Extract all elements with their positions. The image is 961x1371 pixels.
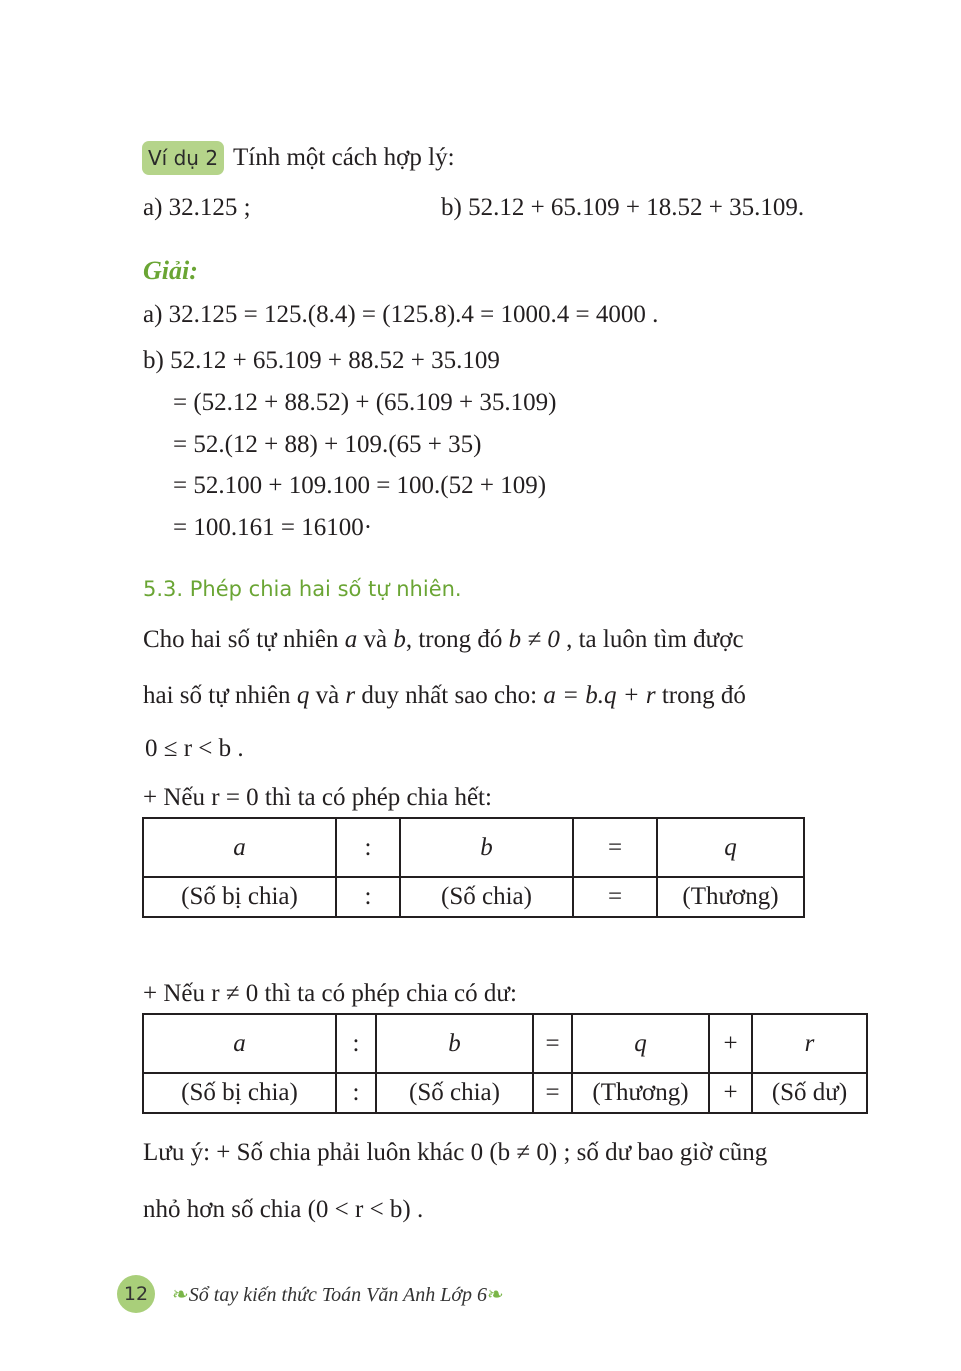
text: và — [357, 626, 394, 653]
condition-b: b ≠ 0 — [508, 626, 560, 653]
cell-remainder-symbol: r — [752, 1014, 867, 1073]
remainder-condition: 0 ≤ r < b . — [145, 735, 244, 762]
solution-line-b5: = 100.161 = 16100· — [173, 514, 373, 541]
example-badge: Ví dụ 2 — [142, 141, 224, 175]
definition-line-1 — [143, 625, 744, 655]
cell-colon: : — [336, 1073, 376, 1113]
text: Cho hai số tự nhiên — [143, 626, 345, 653]
cell-colon: : — [336, 1014, 376, 1073]
cell-colon: : — [336, 818, 400, 877]
exact-division-table — [142, 817, 805, 918]
note-line-1: Lưu ý: + Số chia phải luôn khác 0 (b ≠ 0) ; số dư bao giờ cũng — [143, 1139, 768, 1166]
var-a: a — [344, 626, 358, 653]
text: , trong đó — [405, 626, 509, 653]
cell-divisor-symbol: b — [376, 1014, 533, 1073]
cell-quotient-label: (Thương) — [572, 1073, 709, 1113]
section-title: 5.3. Phép chia hai số tự nhiên. — [143, 577, 462, 601]
case-division-with-remainder: + Nếu r ≠ 0 thì ta có phép chia có dư: — [143, 980, 517, 1007]
division-formula: a = b.q + r — [543, 682, 656, 709]
cell-quotient-label: (Thương) — [657, 877, 804, 917]
text: duy nhất sao cho: — [355, 682, 544, 709]
cell-dividend-label: (Số bị chia) — [143, 877, 336, 917]
solution-line-b3: = 52.(12 + 88) + 109.(65 + 35) — [173, 431, 482, 458]
cell-equals: = — [573, 818, 657, 877]
cell-quotient-symbol: q — [572, 1014, 709, 1073]
running-footer — [172, 1281, 504, 1308]
cell-plus: + — [709, 1073, 752, 1113]
solution-line-b4: = 52.100 + 109.100 = 100.(52 + 109) — [173, 472, 547, 499]
cell-dividend-symbol: a — [143, 818, 336, 877]
note-line-2: nhỏ hơn số chia (0 < r < b) . — [143, 1196, 424, 1223]
cell-equals: = — [533, 1073, 572, 1113]
remainder-division-table — [142, 1013, 868, 1114]
solution-line-a: a) 32.125 = 125.(8.4) = (125.8).4 = 1000.4 = 4000 . — [143, 301, 659, 328]
example-part-a: a) 32.125 ; — [143, 194, 251, 221]
leaf-icon: ❧ — [487, 1282, 504, 1306]
cell-equals: = — [533, 1014, 572, 1073]
case-exact-division: + Nếu r = 0 thì ta có phép chia hết: — [143, 784, 492, 811]
text: hai số tự nhiên — [143, 682, 297, 709]
cell-dividend-label: (Số bị chia) — [143, 1073, 336, 1113]
cell-quotient-symbol: q — [657, 818, 804, 877]
cell-divisor-symbol: b — [400, 818, 573, 877]
example-part-b: b) 52.12 + 65.109 + 18.52 + 35.109. — [441, 194, 805, 221]
solution-line-b1: b) 52.12 + 65.109 + 88.52 + 35.109 — [143, 347, 500, 374]
definition-line-2 — [143, 681, 746, 711]
cell-dividend-symbol: a — [143, 1014, 336, 1073]
var-r: r — [345, 682, 356, 709]
cell-divisor-label: (Số chia) — [376, 1073, 533, 1113]
cell-colon: : — [336, 877, 400, 917]
text: , ta luôn tìm được — [559, 626, 744, 653]
var-q: q — [296, 682, 310, 709]
text: và — [309, 682, 346, 709]
solution-heading: Giải: — [143, 256, 198, 285]
cell-divisor-label: (Số chia) — [400, 877, 573, 917]
book-title: Sổ tay kiến thức Toán Văn Anh Lớp 6 — [188, 1284, 488, 1306]
cell-equals: = — [573, 877, 657, 917]
var-b: b — [393, 626, 406, 653]
cell-plus: + — [709, 1014, 752, 1073]
example-prompt: Tính một cách hợp lý: — [233, 144, 455, 171]
solution-line-b2: = (52.12 + 88.52) + (65.109 + 35.109) — [173, 389, 557, 416]
leaf-icon: ❧ — [172, 1282, 189, 1306]
text: trong đó — [655, 682, 746, 709]
page-number: 12 — [117, 1275, 155, 1313]
cell-remainder-label: (Số dư) — [752, 1073, 867, 1113]
